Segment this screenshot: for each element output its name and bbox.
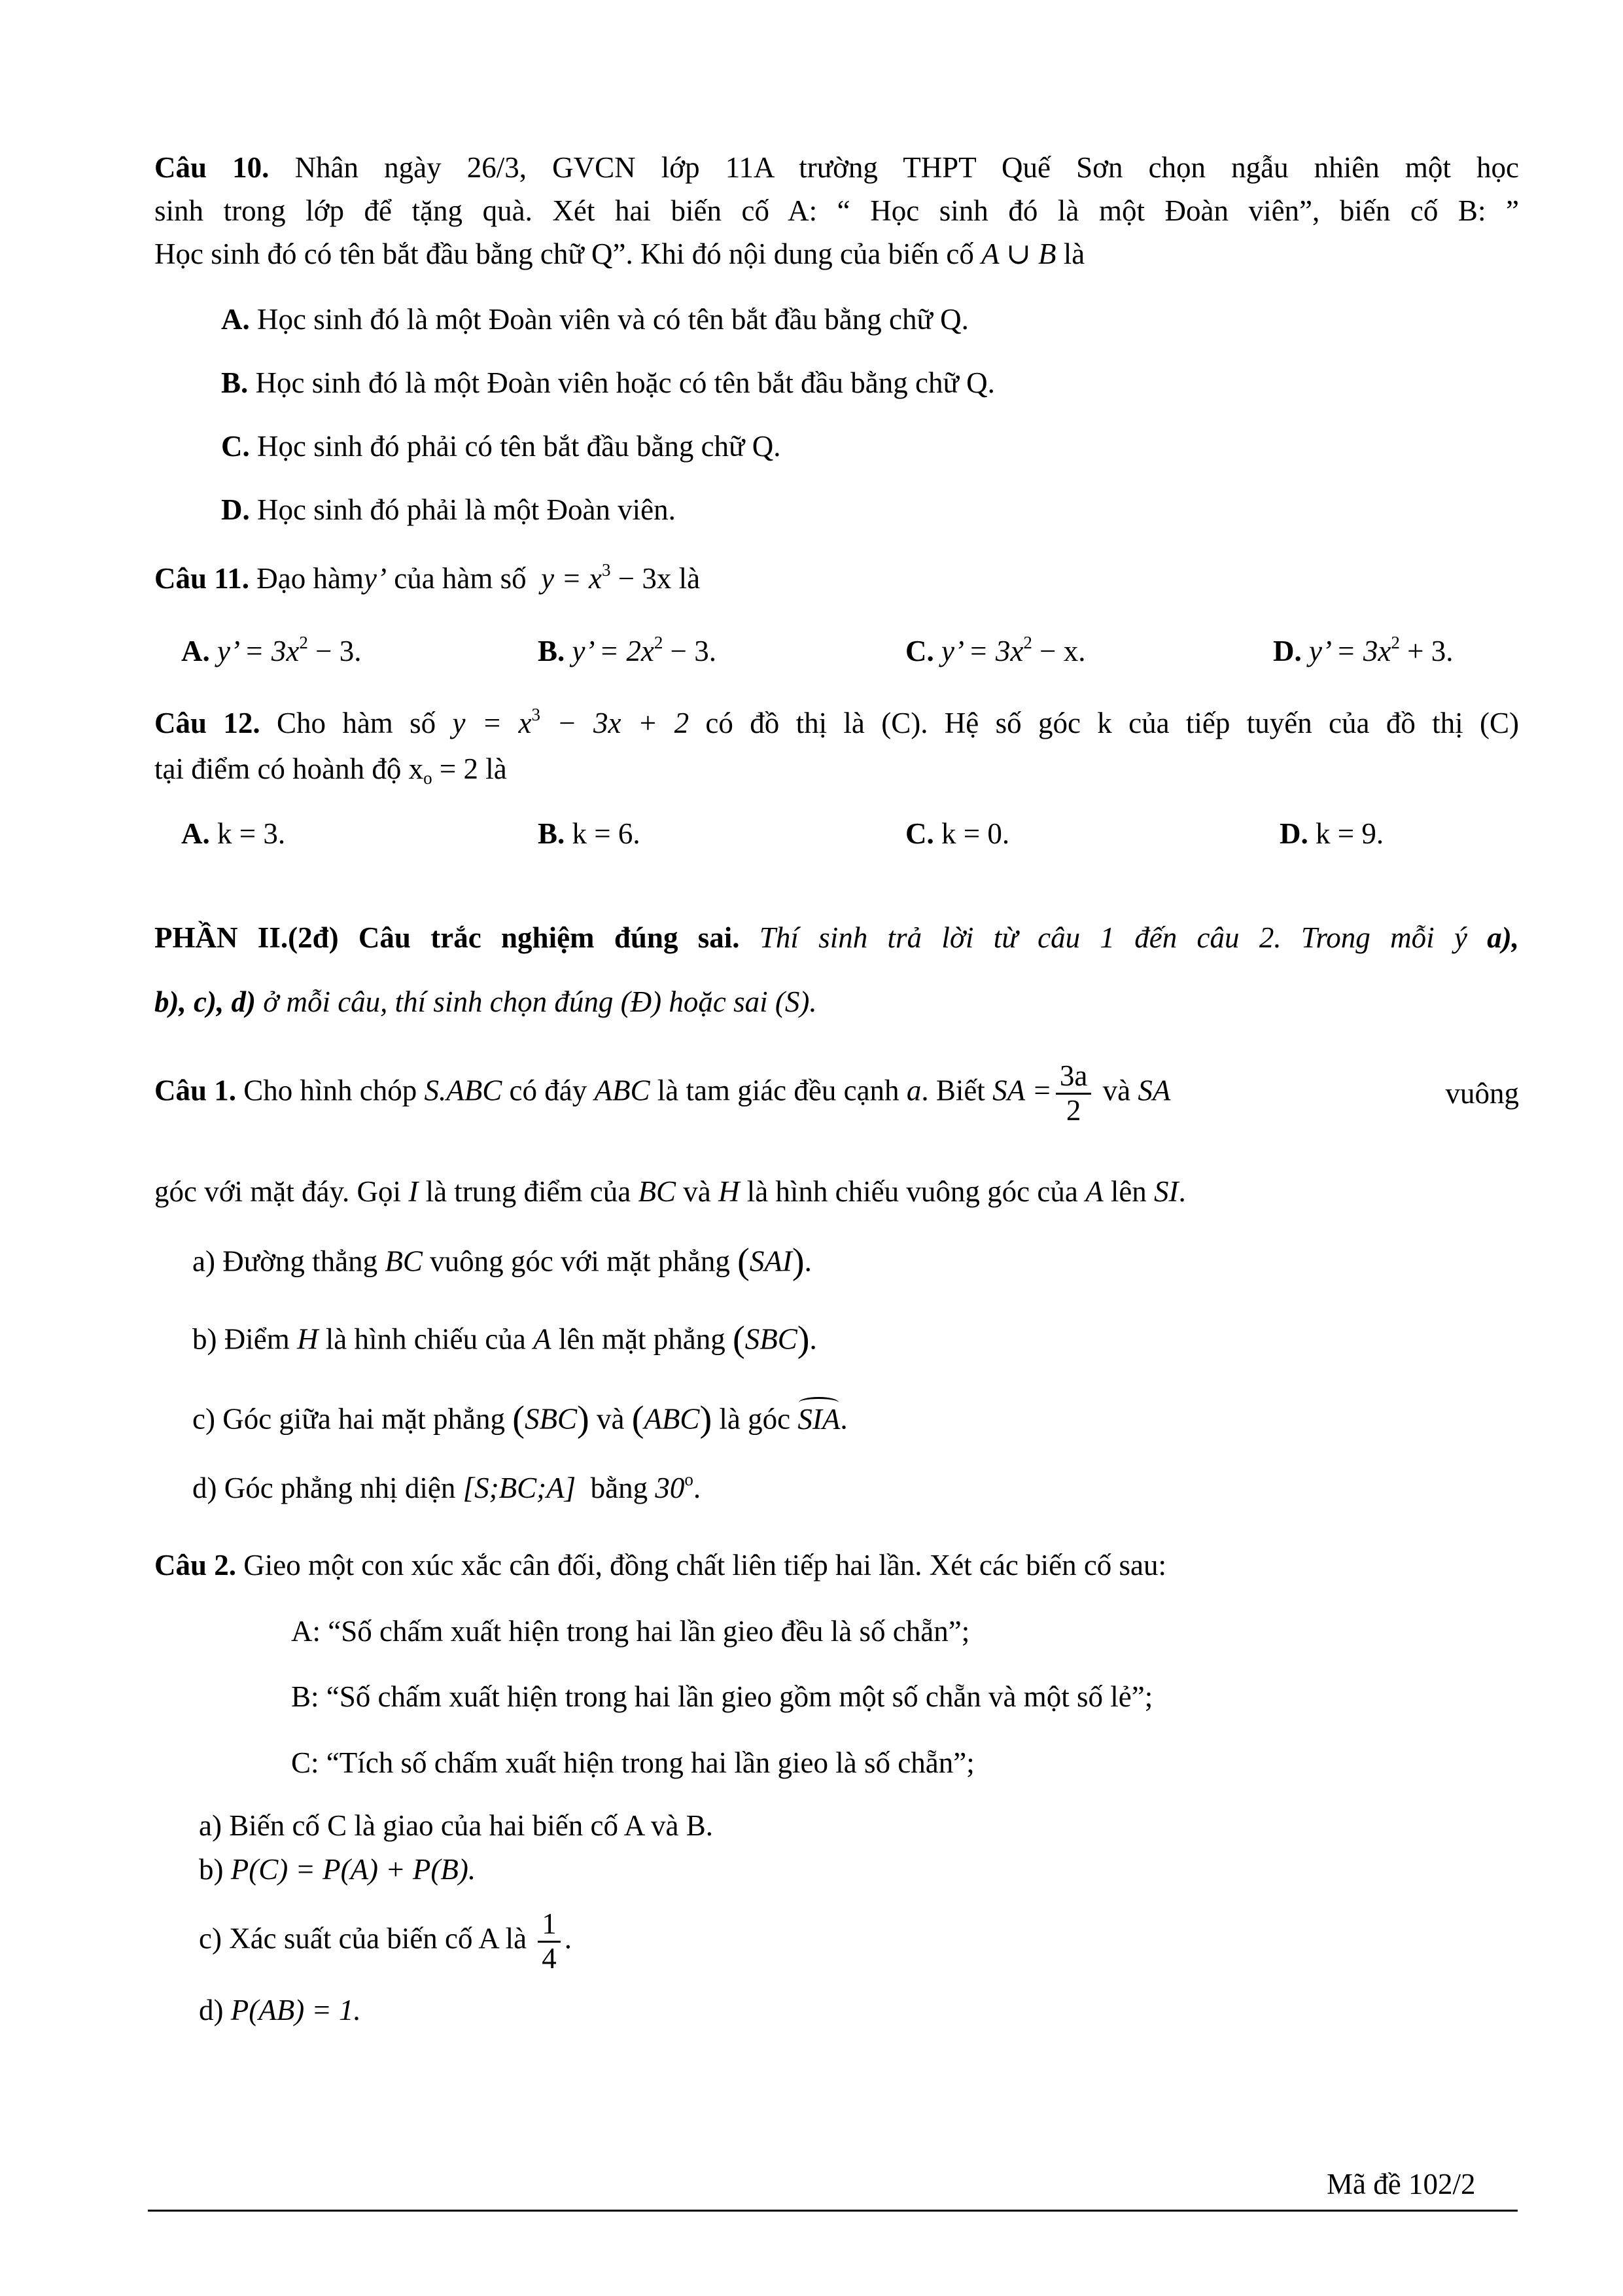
q11-yprime: y’ — [364, 562, 387, 595]
option-exp: 2 — [654, 633, 663, 653]
c1-d-sup: o — [684, 1470, 693, 1490]
part2-instr-bold1: a), — [1487, 921, 1520, 954]
q11-text2: của hàm số — [394, 562, 527, 595]
c2-c-end: . — [564, 1922, 572, 1955]
q11-text1: Đạo hàm — [256, 562, 364, 595]
part2-instr-bold2: b), c), d) — [154, 985, 256, 1018]
q10-text3-end: là — [1063, 238, 1085, 270]
q12-fn-rhs: − 3x + 2 — [540, 707, 689, 739]
c1-c-t1: c) Góc giữa hai mặt phẳng — [192, 1402, 505, 1436]
c1-l2-t4: là hình chiếu vuông góc của — [746, 1175, 1078, 1208]
c2-event-c: C: “Tích số chấm xuất hiện trong hai lần gieo là số chẵn”; — [291, 1746, 975, 1779]
q12-text1: Cho hàm số — [276, 707, 436, 739]
c1-item-d — [192, 1470, 701, 1506]
c2-stem — [154, 1547, 1166, 1583]
option-text: k = 0. — [941, 817, 1010, 850]
q10-line2: sinh trong lớp để tặng quà. Xét hai biến cố A: “ Học sinh đó là một Đoàn viên”, biến cố B: ” — [154, 194, 1519, 227]
q11-text3: là — [678, 562, 701, 595]
q10-union-math: A ∪ B — [981, 238, 1056, 270]
option-text: k = 9. — [1316, 817, 1384, 850]
q12-stem-line2 — [154, 751, 507, 787]
c2-d-math: P(AB) = 1. — [230, 1994, 361, 2026]
q10-line3 — [154, 236, 1085, 272]
c1-b-m3: SBC — [744, 1322, 797, 1356]
c1-a-t2: vuông góc với mặt phẳng — [430, 1245, 730, 1278]
option-rhs: − x. — [1032, 635, 1086, 667]
footer-divider — [148, 2210, 1518, 2212]
c2-d-label: d) — [199, 1994, 224, 2026]
c1-b-m2: A — [533, 1322, 551, 1356]
q11-option-d — [1273, 633, 1453, 669]
c2-event-b: B: “Số chấm xuất hiện trong hai lần gieo gồm một số chẵn và một số lẻ”; — [291, 1680, 1153, 1713]
c1-l2-t6: . — [1178, 1175, 1186, 1208]
c1-t3: là tam giác đều cạnh — [657, 1074, 899, 1107]
q12-option-a — [181, 815, 285, 852]
c1-l2-m5: SI — [1154, 1175, 1179, 1208]
c1-item-b: b) Điểm H là hình chiếu của A lên mặt phẳng (SBC). — [192, 1319, 817, 1360]
c1-item-a: a) Đường thẳng BC vuông góc với mặt phẳng (SAI). — [192, 1241, 812, 1282]
option-text: Học sinh đó phải là một Đoàn viên. — [257, 493, 676, 526]
q11-label: Câu 11. — [154, 562, 250, 595]
c2-c-text: c) Xác suất của biến cố A là — [199, 1922, 527, 1955]
option-key: B. — [538, 635, 565, 667]
c1-l2-m3: H — [718, 1175, 740, 1208]
option-key: B. — [221, 366, 249, 399]
option-lhs: y’ = 2x — [572, 635, 654, 667]
q12-line2a: tại điểm có hoành độ x — [154, 752, 424, 785]
c1-d-t2: bằng — [590, 1472, 648, 1504]
option-key: A. — [181, 817, 210, 850]
c1-m3: a — [906, 1074, 922, 1107]
c1-d-end: . — [693, 1472, 701, 1504]
q11-option-c — [905, 633, 1085, 669]
part2-title: PHẦN II.(2đ) Câu trắc nghiệm đúng sai. — [154, 921, 740, 954]
c1-t6: vuông — [1445, 1076, 1519, 1110]
q10-text3: Học sinh đó có tên bắt đầu bằng chữ Q”. Khi đó nội dung của biến cố — [154, 238, 974, 270]
q12-fn-exp: 3 — [531, 705, 540, 725]
c2-item-b — [199, 1851, 476, 1888]
c1-item-c: c) Góc giữa hai mặt phẳng (SBC) và (ABC) là góc SIA. — [192, 1399, 848, 1439]
fraction-denominator: 2 — [1066, 1093, 1081, 1127]
q12-label: Câu 12. — [154, 707, 260, 739]
option-key: A. — [181, 635, 210, 667]
c1-d-m1: [S;BC;A] — [462, 1472, 576, 1504]
c1-fraction — [1056, 1060, 1091, 1127]
option-exp: 2 — [1023, 633, 1032, 653]
q12-option-c — [905, 815, 1009, 852]
q11-fn-lhs: y = x — [541, 562, 602, 595]
option-text: k = 3. — [217, 817, 286, 850]
c1-c-t3: là góc — [719, 1402, 791, 1436]
c1-b-t1: b) Điểm — [192, 1322, 290, 1356]
option-key: D. — [1280, 817, 1308, 850]
c2-item-c — [199, 1908, 572, 1975]
option-key: C. — [905, 817, 934, 850]
c1-c-t2: và — [596, 1402, 625, 1436]
option-lhs: y’ = 3x — [1309, 635, 1391, 667]
q11-option-b — [538, 633, 716, 669]
option-text: Học sinh đó là một Đoàn viên hoặc có tên bắt đầu bằng chữ Q. — [255, 366, 995, 399]
c1-d-t1: d) Góc phẳng nhị diện — [192, 1472, 456, 1504]
option-text: Học sinh đó là một Đoàn viên và có tên bắt đầu bằng chữ Q. — [257, 303, 969, 336]
q12-option-d — [1280, 815, 1384, 852]
option-lhs: y’ = 3x — [941, 635, 1024, 667]
q10-option-a — [221, 301, 969, 338]
c2-b-label: b) — [199, 1853, 224, 1886]
c2-item-a: a) Biến cố C là giao của hai biến cố A và B. — [199, 1809, 714, 1842]
c1-m1: S.ABC — [424, 1074, 502, 1107]
fraction-numerator: 3a — [1056, 1060, 1091, 1095]
q12-line2-sub: o — [423, 768, 432, 788]
c1-label: Câu 1. — [154, 1074, 237, 1107]
c1-t4: . Biết — [921, 1074, 985, 1107]
option-rhs: + 3. — [1399, 635, 1454, 667]
q11-fn-exp: 3 — [601, 560, 611, 580]
option-text: k = 6. — [572, 817, 640, 850]
c2-text: Gieo một con xúc xắc cân đối, đồng chất liên tiếp hai lần. Xét các biến cố sau: — [243, 1549, 1167, 1581]
q12-text2: có đồ thị là (C). Hệ số góc k của tiếp tuyến của đồ thị (C) — [705, 707, 1520, 739]
fraction-denominator: 4 — [542, 1941, 557, 1975]
option-rhs: − 3. — [307, 635, 362, 667]
c1-l2-m2: BC — [638, 1175, 676, 1208]
c2-b-math: P(C) = P(A) + P(B). — [230, 1853, 476, 1886]
option-key: C. — [221, 430, 250, 463]
c1-c-m2: ABC — [644, 1402, 700, 1436]
angle-hat-math: SIA — [797, 1401, 840, 1438]
q11-fn-rhs: − 3x — [610, 562, 672, 595]
c1-l2-m1: I — [408, 1175, 419, 1208]
option-key: D. — [221, 493, 250, 526]
c1-l2-t5: lên — [1110, 1175, 1147, 1208]
c1-t5: và — [1102, 1074, 1131, 1107]
c1-l2-m4: A — [1085, 1175, 1104, 1208]
q12-line2b: = 2 là — [432, 752, 507, 785]
option-key: B. — [538, 817, 565, 850]
fraction-numerator: 1 — [538, 1908, 561, 1943]
q12-fn-lhs: y = x — [452, 707, 532, 739]
option-exp: 2 — [1391, 633, 1400, 653]
c1-stem-line2 — [154, 1173, 1186, 1210]
c1-l2-t1: góc với mặt đáy. Gọi — [154, 1175, 402, 1208]
q12-stem-line1 — [154, 705, 1519, 741]
c1-t2: có đáy — [509, 1074, 587, 1107]
q11-stem — [154, 560, 700, 597]
c2-item-d — [199, 1992, 361, 2028]
q11-option-a — [181, 633, 361, 669]
c1-l2-t3: và — [683, 1175, 711, 1208]
option-lhs: y’ = 3x — [217, 635, 300, 667]
option-key: A. — [221, 303, 250, 336]
part2-heading-line2 — [154, 983, 817, 1020]
q10-option-b — [221, 364, 995, 401]
c2-event-a: A: “Số chấm xuất hiện trong hai lần gieo đều là số chẵn”; — [291, 1615, 970, 1648]
c1-m5: SA — [1138, 1074, 1171, 1107]
c2-fraction — [538, 1908, 561, 1975]
part2-instr2: ở mỗi câu, thí sinh chọn đúng (Đ) hoặc sai (S). — [263, 985, 817, 1018]
c1-stem-line1 — [154, 1060, 1519, 1127]
c2-label: Câu 2. — [154, 1549, 237, 1581]
c1-d-m2: 30 — [655, 1472, 685, 1504]
footer-exam-code: Mã đề 102/2 — [1327, 2168, 1476, 2200]
c1-c-m1: SBC — [524, 1402, 577, 1436]
option-exp: 2 — [299, 633, 308, 653]
part2-instr1: Thí sinh trả lời từ câu 1 đến câu 2. Trong mỗi ý — [759, 921, 1467, 954]
option-rhs: − 3. — [663, 635, 716, 667]
q10-option-d — [221, 491, 676, 528]
q10-option-c — [221, 428, 780, 465]
c1-l2-t2: là trung điểm của — [425, 1175, 631, 1208]
c1-t1: Cho hình chóp — [243, 1074, 417, 1107]
c1-a-m2: SAI — [749, 1245, 792, 1278]
option-text: Học sinh đó phải có tên bắt đầu bằng chữ Q. — [257, 430, 781, 463]
part2-heading — [154, 919, 1519, 956]
c1-b-t2: là hình chiếu của — [325, 1322, 526, 1356]
q10-line1 — [154, 149, 1519, 186]
q10-label: Câu 10. — [154, 151, 270, 184]
c1-b-m1: H — [296, 1322, 319, 1356]
c1-a-t1: a) Đường thẳng — [192, 1245, 378, 1278]
c1-m4: SA = — [992, 1074, 1052, 1107]
c1-m2: ABC — [594, 1074, 650, 1107]
option-key: D. — [1273, 635, 1302, 667]
c1-a-m1: BC — [385, 1245, 423, 1278]
q12-option-b — [538, 815, 640, 852]
q10-text1: Nhân ngày 26/3, GVCN lớp 11A trường THPT Quế Sơn chọn ngẫu nhiên một học — [294, 151, 1520, 184]
option-key: C. — [905, 635, 934, 667]
c1-b-t3: lên mặt phẳng — [558, 1322, 725, 1356]
